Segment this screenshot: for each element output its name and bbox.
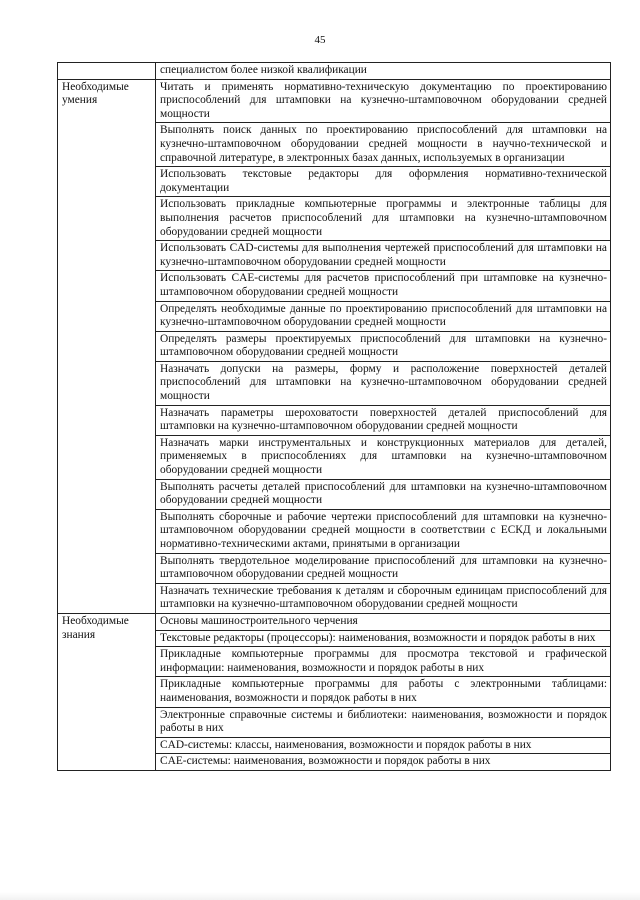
row-text: Выполнять твердотельное моделирование приспособлений для штамповки на кузнечно-штамповочном оборудовании средней мощности: [156, 553, 611, 583]
table-row: [58, 613, 611, 630]
row-text: Прикладные компьютерные программы для работы с электронными таблицами: наименования, возможности и порядок работы в них: [156, 677, 611, 707]
row-text: Использовать прикладные компьютерные программы и электронные таблицы для выполнения расчетов приспособлений для штамповки на кузнечно-штамповочном оборудовании средней мощности: [156, 197, 611, 241]
row-text: Выполнять поиск данных по проектированию приспособлений для штамповки на кузнечно-штамповочном оборудовании средней мощности в научно-технической и справочной литературе, в электронных базах данных, используемых в организации: [156, 123, 611, 167]
requirements-table: [57, 62, 611, 771]
row-text: Выполнять сборочные и рабочие чертежи приспособлений для штамповки на кузнечно-штамповочном оборудовании средней мощности в соответствии с ЕСКД и локальными нормативно-техническими актами, принятыми в организации: [156, 509, 611, 553]
row-text: Выполнять расчеты деталей приспособлений для штамповки на кузнечно-штамповочном оборудовании средней мощности: [156, 479, 611, 509]
row-text: Прикладные компьютерные программы для просмотра текстовой и графической информации: наименования, возможности и порядок работы в них: [156, 647, 611, 677]
section-cell: [58, 63, 156, 80]
table-row: [58, 63, 611, 80]
page-number: 45: [314, 34, 326, 46]
row-text: специалистом более низкой квалификации: [156, 63, 611, 80]
row-text: Основы машиностроительного черчения: [156, 613, 611, 630]
row-text: Использовать текстовые редакторы для оформления нормативно-технической документации: [156, 167, 611, 197]
scan-edge: [0, 892, 640, 900]
row-text: Определять размеры проектируемых приспособлений для штамповки на кузнечно-штамповочном оборудовании средней мощности: [156, 331, 611, 361]
row-text: CAE-системы: наименования, возможности и порядок работы в них: [156, 754, 611, 771]
row-text: Текстовые редакторы (процессоры): наименования, возможности и порядок работы в них: [156, 630, 611, 647]
section-header-knowledge: Необходимые знания: [58, 613, 156, 770]
row-text: Назначать параметры шероховатости поверхностей деталей приспособлений для штамповки на кузнечно-штамповочном оборудовании средней мощности: [156, 405, 611, 435]
row-text: CAD-системы: классы, наименования, возможности и порядок работы в них: [156, 737, 611, 754]
table-row: [58, 79, 611, 123]
row-text: Использовать CAD-системы для выполнения чертежей приспособлений для штамповки на кузнечно-штамповочном оборудовании средней мощности: [156, 241, 611, 271]
row-text: Назначать допуски на размеры, форму и расположение поверхностей деталей приспособлений для штамповки на кузнечно-штамповочном оборудовании средней мощности: [156, 361, 611, 405]
section-header-skills: Необходимые умения: [58, 79, 156, 613]
row-text: Читать и применять нормативно-техническую документацию по проектированию приспособлений для штамповки на кузнечно-штамповочном оборудовании средней мощности: [156, 79, 611, 123]
row-text: Электронные справочные системы и библиотеки: наименования, возможности и порядок работы в них: [156, 707, 611, 737]
row-text: Назначать марки инструментальных и конструкционных материалов для деталей, применяемых в приспособлениях для штамповки на кузнечно-штамповочном оборудовании средней мощности: [156, 435, 611, 479]
row-text: Использовать CAE-системы для расчетов приспособлений при штамповке на кузнечно-штамповочном оборудовании средней мощности: [156, 271, 611, 301]
row-text: Определять необходимые данные по проектированию приспособлений для штамповки на кузнечно-штамповочном оборудовании средней мощности: [156, 301, 611, 331]
row-text: Назначать технические требования к деталям и сборочным единицам приспособлений для штамповки на кузнечно-штамповочном оборудовании средней мощности: [156, 583, 611, 613]
